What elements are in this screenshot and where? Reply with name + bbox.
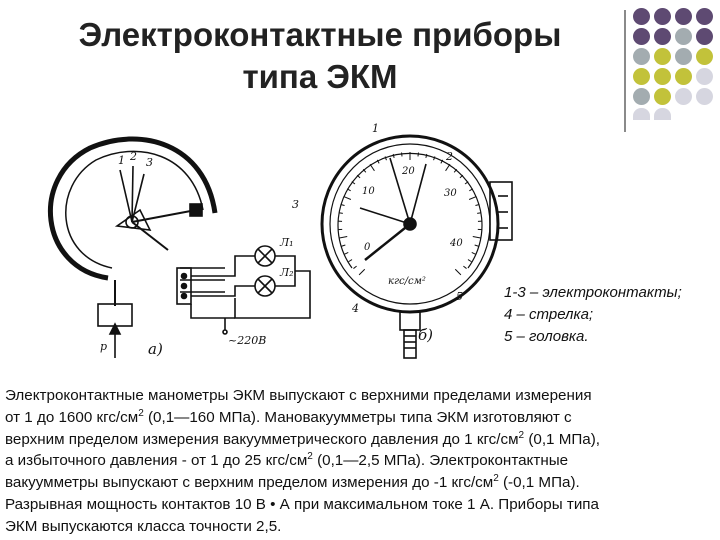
gauge-head xyxy=(490,182,512,240)
decor-dot xyxy=(654,88,671,105)
scale-20: 20 xyxy=(402,166,415,177)
decor-dot xyxy=(633,68,650,85)
decor-dot xyxy=(675,8,692,25)
gauge-tick xyxy=(463,266,466,268)
lamp-circuit-bottom xyxy=(191,286,255,296)
decor-dot xyxy=(654,68,671,85)
gauge-tick xyxy=(339,213,343,214)
decor-dot xyxy=(633,108,650,120)
gauge-socket xyxy=(400,312,420,330)
gauge-contact-3 xyxy=(360,208,410,224)
decor-dot xyxy=(696,68,713,85)
decor-dot xyxy=(696,88,713,105)
gauge-tick xyxy=(473,236,481,238)
description-paragraph xyxy=(5,385,717,538)
gauge-tick xyxy=(469,196,476,199)
gauge-thread xyxy=(404,330,416,358)
gauge-tick xyxy=(343,196,350,199)
gauge-tick xyxy=(339,236,347,238)
text-line-3: верхним пределом измерения вакуумметрического давления до 1 кгс/$см^2$ (0,1 МПа), xyxy=(5,429,601,448)
gauge-tick xyxy=(353,266,356,268)
decor-dot-grid xyxy=(633,8,717,120)
figure-legend xyxy=(504,282,716,348)
text-line-2: от 1 до 1600 кгс/$см^2$ (0,1—160 МПа). Мановакуумметры типа ЭКМ изготовляют с xyxy=(5,407,572,426)
gauge-unit: кгс/см² xyxy=(388,276,426,287)
decor-dot xyxy=(633,28,650,45)
label-lamp-2: Л₂ xyxy=(280,266,294,279)
tube-end xyxy=(190,204,202,216)
decor-dot xyxy=(696,8,713,25)
gauge-hub xyxy=(404,218,416,230)
gauge-tick xyxy=(472,252,476,254)
legend-line-2: 4 – стрелка; xyxy=(504,306,594,323)
legend-line-1: 1-3 – электроконтакты; xyxy=(504,284,682,301)
gauge-label-b: б) xyxy=(418,326,434,344)
decor-dot xyxy=(654,8,671,25)
slide-title xyxy=(20,14,620,98)
decor-dot xyxy=(675,88,692,105)
gauge-label-5: 5 xyxy=(456,290,463,303)
gauge-label-3: 3 xyxy=(292,198,299,211)
decor-dot xyxy=(654,108,671,120)
contact-2 xyxy=(132,166,133,222)
text-line-7: ЭКМ выпускаются класса точности 2,5. xyxy=(5,517,282,535)
lamp-circuit-top xyxy=(191,256,255,276)
label-1: 1 xyxy=(118,154,125,167)
gauge-tick xyxy=(370,164,374,171)
label-2: 2 xyxy=(130,150,137,163)
lever xyxy=(132,222,168,250)
gauge-tick xyxy=(468,260,471,262)
text-line-5: вакуумметры выпускают с верхним пределом измерения до -1 кгс/$см^2$ (-0,1 МПа). xyxy=(5,473,580,492)
gauge-tick xyxy=(446,164,450,171)
decor-divider xyxy=(624,10,626,132)
label-lamp-1: Л₁ xyxy=(280,236,294,249)
contact-1 xyxy=(120,170,132,222)
decor-dot xyxy=(696,48,713,65)
gauge-needle xyxy=(365,224,410,260)
gauge-tick xyxy=(345,252,349,254)
gauge-tick xyxy=(359,269,365,275)
decor-dot xyxy=(633,8,650,25)
legend-line-3: 5 – головка. xyxy=(504,328,589,345)
decor-dot xyxy=(633,88,650,105)
supply-tap xyxy=(191,304,235,318)
decor-dot xyxy=(654,48,671,65)
scale-10: 10 xyxy=(362,186,375,197)
text-line-1: Электроконтактные манометры ЭКМ выпускают с верхними пределами измерения xyxy=(5,387,592,404)
gauge-label-1: 1 xyxy=(372,122,379,135)
decor-dot xyxy=(654,28,671,45)
gauge-label-4: 4 xyxy=(352,302,359,315)
gauge-tick xyxy=(475,245,479,246)
decor-dot xyxy=(675,28,692,45)
label-supply: ~220В xyxy=(228,334,267,347)
gauge-label-2: 2 xyxy=(446,150,453,163)
supply-line xyxy=(235,271,310,318)
gauge-tick xyxy=(477,213,481,214)
scale-0: 0 xyxy=(364,242,371,253)
label-3: 3 xyxy=(146,156,153,169)
title-line-2: типа ЭКМ xyxy=(242,58,398,95)
scale-30: 30 xyxy=(444,188,457,199)
ekm-diagram xyxy=(20,118,520,368)
title-line-1: Электроконтактные приборы xyxy=(78,16,562,53)
label-a: а) xyxy=(148,340,163,358)
scale-40: 40 xyxy=(450,238,463,249)
text-line-6: Разрывная мощность контактов 10 В • А при максимальном токе 1 А. Приборы типа xyxy=(5,495,599,513)
gauge-tick xyxy=(349,260,352,262)
text-line-4: а избыточного давления - от 1 до 25 кгс/$см^2$ (0,1—2,5 МПа). Электроконтактные xyxy=(5,451,569,470)
gauge-tick xyxy=(455,269,461,275)
gauge-tick xyxy=(342,245,346,246)
decor-dot xyxy=(675,68,692,85)
decor-dot xyxy=(633,48,650,65)
label-pressure: p xyxy=(100,340,108,353)
decor-dot xyxy=(675,48,692,65)
decor-dot xyxy=(696,28,713,45)
